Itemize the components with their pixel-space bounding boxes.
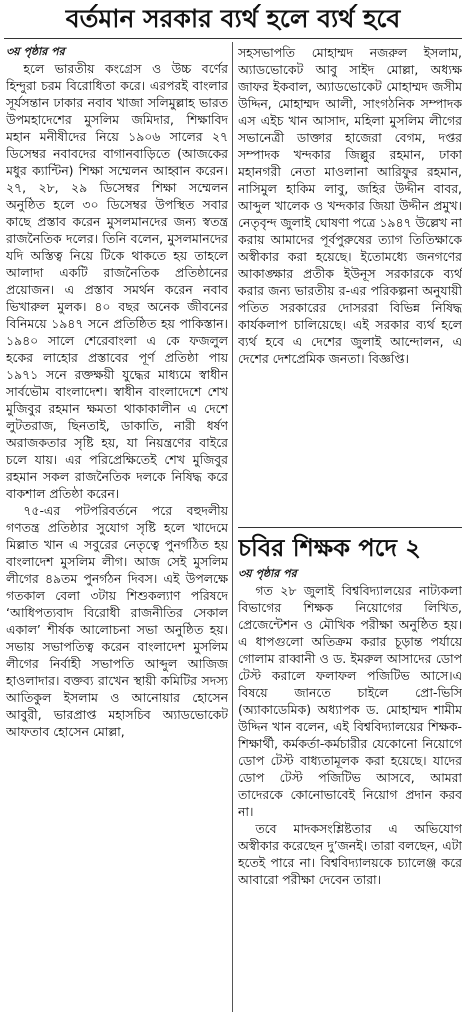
second-paragraph-1: গত ২৮ জুলাই বিশ্ববিদ্যালয়ের নাট্যকলা বিভাগের শিক্ষক নিয়োগের লিখিত, প্রেজেন্টেশন ও মৌখিক পরীক্ষা অনুষ্ঠিত হয়। এ ধাপগুলো অতিক্রম করার চূড়ান্ত পর্যায়ে গোলাম রাব্বানী ও ড. ইমরুল আসাদের ডোপ টেস্ট করালে ফলাফল পজিটিভ আসে।এ বিষয়ে জানতে চাইলে প্রো-ভিসি (অ্যাকাডেমিক) অধ্যাপক ড. মোহাম্মদ শামীম উদ্দিন খান বলেন, এই বিশ্ববিদ্যালয়ের শিক্ষক-শিক্ষার্থী, কর্মকর্তা-কর্মচারীর যেকোনো নিয়োগে ডোপ টেস্ট বাধ্যতামূলক করা হয়েছে। যাদের ডোপ টেস্ট পজিটিভ আসবে, আমরা তাদেরকে কোনোভাবেই নিয়োগ প্রদান করব না।: [238, 583, 462, 819]
right-column-bottom: [238, 566, 462, 1012]
second-paragraph-2: তবে মাদকসংশ্লিষ্টতার এ অভিযোগ অস্বীকার করেছেন দু’জনই। তারা বলছেন, এটা হতেই পারে না। বিশ্ববিদ্যালয়কে চ্যালেঞ্জ করে আবারো পরীক্ষা দেবেন তারা।: [238, 821, 462, 887]
column-divider: [232, 42, 233, 1012]
main-paragraph-2: ৭৫-এর পটপরিবর্তনে পরে বহুদলীয় গণতন্ত্র প্রতিষ্ঠার সুযোগ সৃষ্টি হলে খাদেমে মিল্লাত খান এ সবুরের নেতৃত্বে পুনর্গঠিত হয় বাংলাদেশ মুসলিম লীগ। আজ সেই মুসলিম লীগের ৪৯তম পুনর্গঠন দিবস। এই উপলক্ষে গতকাল বেলা ৩টায় শিশুকল্যাণ পরিষদে ‘আধিপত্যবাদ বিরোধী রাজনীতির সেকাল একাল’ শীর্ষক আলোচনা সভা অনুষ্ঠিত হয়। সভায় সভাপতিত্ব করেন বাংলাদেশ মুসলিম লীগের নির্বাহী সভাপতি আব্দুল আজিজ হাওলাদার। বক্তব্য রাখেন স্থায়ী কমিটির সদস্য আতিকুল ইসলাম ও আনোয়ার হোসেন আবুরী, ভারপ্রাপ্ত মহাসচিব অ্যাডভোকেট আফতাব হোসেন মোল্লা,: [6, 503, 228, 739]
second-headline: চবির শিক্ষক পদে ২: [238, 534, 421, 562]
main-paragraph-continued: সহসভাপতি মোহাম্মদ নজরুল ইসলাম, অ্যাডভোকেট আবু সাইদ মোল্লা, অধ্যক্ষ জাফর ইকবাল, অ্যাডভোকেট মোহাম্মদ জসীম উদ্দিন, মোহাম্মদ আলী, সাংগঠনিক সম্পাদক এস এইচ খান আসাদ, মহিলা মুসলিম লীগের সভানেত্রী ডাক্তার হাজেরা বেগম, দপ্তর সম্পাদক খন্দকার জিল্লুর রহমান, ঢাকা মহানগরী নেতা মাওলানা আরিফুর রহমান, নাসিমুল হাকিম লাবু, জহির উদ্দীন বাবর, আব্দুল খালেক ও খন্দকার জিয়া উদ্দীন প্রমুখ। নেতৃবৃন্দ জুলাই ঘোষণা পত্রে ১৯৪৭ উল্লেখ না করায় আমাদের পূর্বপুরুষের ত্যাগ তিতিক্ষাকে অস্বীকার করা হয়েছে। ইতোমধ্যে জনগণের আকাঙ্ক্ষার প্রতীক ইউনূস সরকারকে ব্যর্থ করার জন্য ভারতীয় র-এর পরিকল্পনা অনুযায়ী পতিত সরকারের দোসররা বিভিন্ন নিষিদ্ধ কার্যকলাপ চালিয়েছে। এই সরকার ব্যর্থ হলে ব্যর্থ হবে এ দেশের জুলাই আন্দোলন, এ দেশের দেশপ্রেমিক জনতা। বিজ্ঞপ্তি।: [238, 45, 462, 366]
headline-rule: [4, 38, 462, 39]
second-continued-label: ৩য় পৃষ্ঠার পর: [238, 567, 297, 580]
main-paragraph-1: হলে ভারতীয় কংগ্রেস ও উচ্চ বর্ণের হিন্দুরা চরম বিরোধিতা করে। এরপরই বাংলার সূর্যসন্তান ঢাকার নবাব খাজা সলিমুল্লাহ ভারত উপমহাদেশের মুসলিম জমিদার, শিক্ষাবিদ মহান মনীষীদের নিয়ে ১৯০৬ সালের ২৭ ডিসেম্বর নবাবদের বাগানবাড়িতে (আজকের মধুর ক্যান্টিন) শিক্ষা সম্মেলন আহ্বান করেন। ২৭, ২৮, ২৯ ডিসেম্বর শিক্ষা সম্মেলন অনুষ্ঠিত হলে ৩০ ডিসেম্বর উপস্থিত সবার কাছে প্রস্তাব করেন মুসলমানদের জন্য স্বতন্ত্র রাজনৈতিক দলের। তিনি বলেন, মুসলমানদের যদি অস্তিত্ব নিয়ে টিকে থাকতে হয় তাহলে আলাদা একটি রাজনৈতিক প্রতিষ্ঠানের প্রয়োজন। এ প্রস্তাব সমর্থন করেন নবাব ভিখারুল মুলক। ৪০ বছর অনেক জীবনের বিনিময়ে ১৯৪৭ সনে প্রতিষ্ঠিত হয় পাকিস্তান। ১৯৪০ সালে শেরেবাংলা এ কে ফজলুল হকের লাহোর প্রস্তাবের পূর্ণ প্রতিষ্ঠা পায় ১৯৭১ সনে রক্তক্ষয়ী যুদ্ধের মাধ্যমে স্বাধীন সার্বভৌম বাংলাদেশ। স্বাধীন বাংলাদেশে শেখ মুজিবুর রহমান ক্ষমতা থাকাকালীন এ দেশে লুটতরাজ, ছিনতাই, ডাকাতি, নারী ধর্ষণ অরাজকতার সৃষ্টি হয়, যা নিয়ন্ত্রণের বাইরে চলে যায়। এর পরিপ্রেক্ষিতেই শেখ মুজিবুর রহমান সকল রাজনৈতিক দলকে নিষিদ্ধ করে বাকশাল প্রতিষ্ঠা করেন।: [6, 61, 228, 501]
article-separator: [238, 527, 462, 528]
main-headline: বর্তমান সরকার ব্যর্থ হলে ব্যর্থ হবে: [65, 4, 401, 33]
left-column: [6, 44, 228, 1012]
right-column-top: [238, 44, 462, 522]
continued-label: ৩য় পৃষ্ঠার পর: [6, 45, 65, 58]
